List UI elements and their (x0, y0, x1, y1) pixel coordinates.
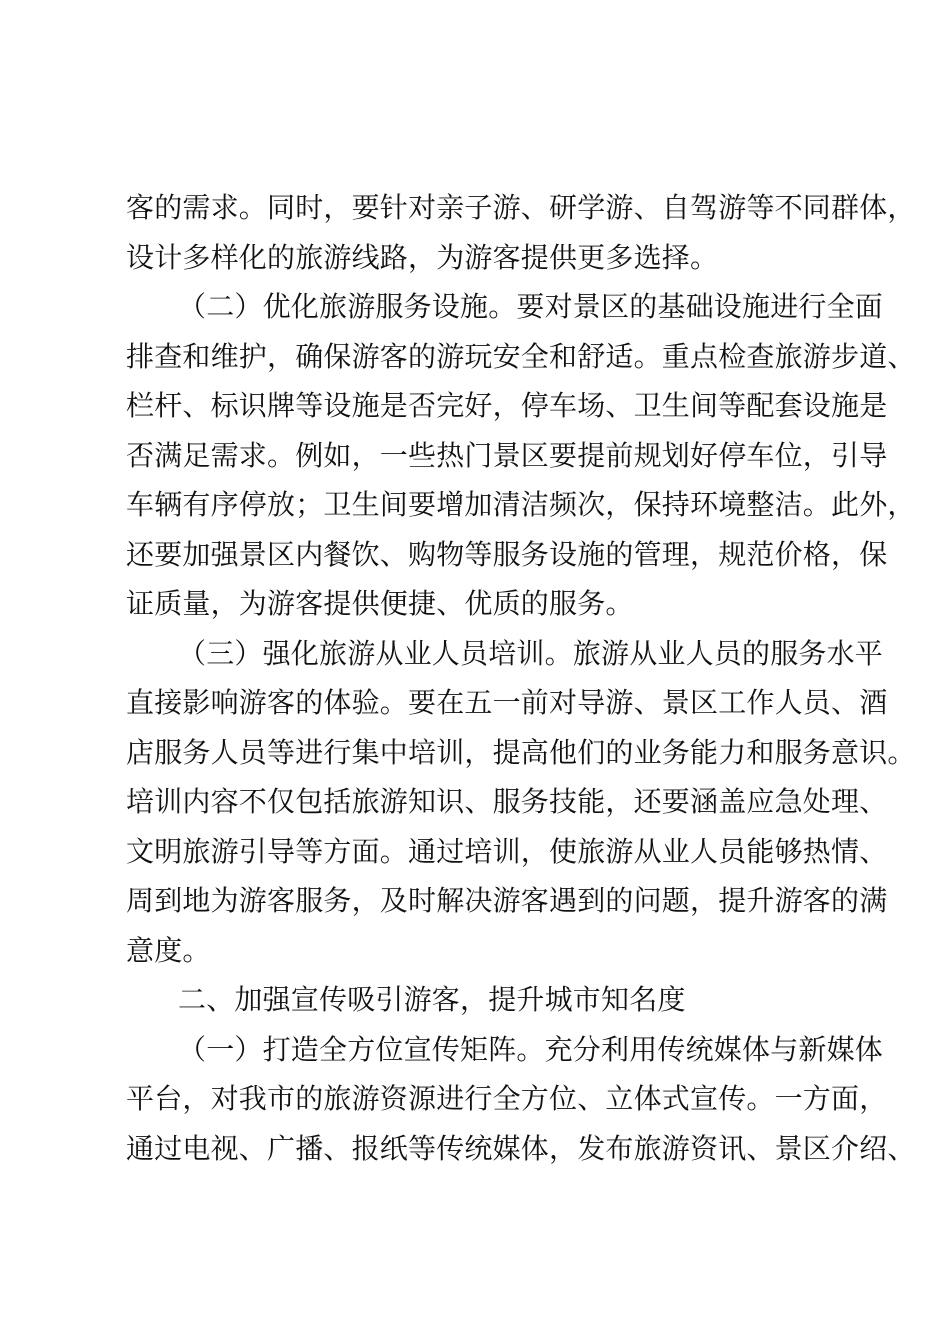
text-line: 店服务人员等进行集中培训，提高他们的业务能力和服务意识。 (126, 735, 916, 769)
text-line: 排查和维护，确保游客的游玩安全和舒适。重点检查旅游步道、 (126, 339, 916, 373)
text-line: 意度。 (126, 933, 211, 967)
text-line: 设计多样化的旅游线路，为游客提供更多选择。 (126, 240, 719, 274)
text-line: 平台，对我市的旅游资源进行全方位、立体式宣传。一方面， (126, 1082, 888, 1115)
text-line: 证质量，为游客提供便捷、优质的服务。 (126, 587, 634, 620)
text-line: 否满足需求。例如，一些热门景区要提前规划好停车位，引导 (126, 438, 888, 472)
text-line: 客的需求。同时，要针对亲子游、研学游、自驾游等不同群体， (126, 191, 916, 224)
text-line: 通过电视、广播、报纸等传统媒体，发布旅游资讯、景区介绍、 (126, 1131, 916, 1165)
text-line: （三）强化旅游从业人员培训。旅游从业人员的服务水平 (178, 636, 884, 670)
text-line: 周到地为游客服务，及时解决游客遇到的问题，提升游客的满 (126, 884, 888, 917)
document-body (126, 183, 916, 1173)
text-line: （一）打造全方位宣传矩阵。充分利用传统媒体与新媒体 (178, 1032, 884, 1066)
text-line: 还要加强景区内餐饮、购物等服务设施的管理，规范价格，保 (126, 537, 888, 571)
text-line: 文明旅游引导等方面。通过培训，使旅游从业人员能够热情、 (126, 834, 888, 868)
section-heading: 二、加强宣传吸引游客，提升城市知名度 (178, 983, 686, 1016)
text-line: 车辆有序停放；卫生间要增加清洁频次，保持环境整洁。此外， (126, 488, 916, 521)
text-line: 培训内容不仅包括旅游知识、服务技能，还要涵盖应急处理、 (126, 785, 888, 818)
text-line: 栏杆、标识牌等设施是否完好，停车场、卫生间等配套设施是 (126, 389, 888, 422)
text-line: （二）优化旅游服务设施。要对景区的基础设施进行全面 (178, 290, 884, 323)
text-line: 直接影响游客的体验。要在五一前对导游、景区工作人员、酒 (126, 686, 888, 719)
